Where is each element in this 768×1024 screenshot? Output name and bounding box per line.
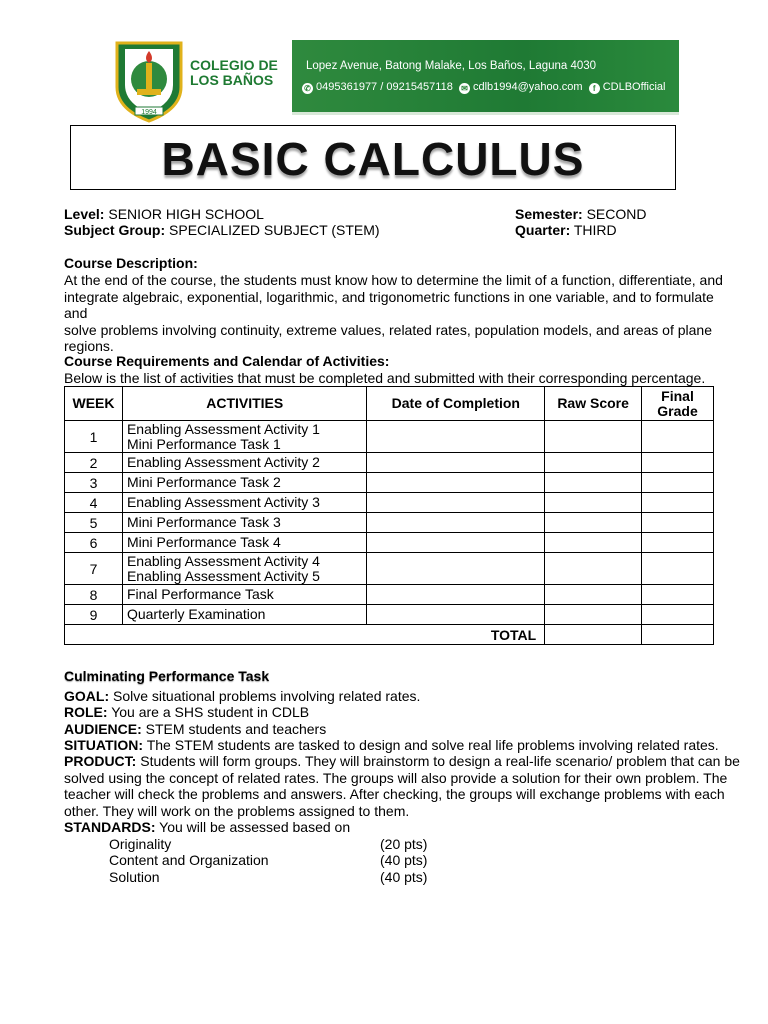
final-grade-cell — [642, 605, 714, 625]
week-cell: 6 — [65, 533, 123, 553]
raw-score-cell — [545, 453, 642, 473]
audience-label: AUDIENCE: — [64, 721, 142, 737]
date-cell — [367, 533, 545, 553]
requirements-heading: Course Requirements and Calendar of Activities: — [64, 353, 390, 369]
quarter-line — [515, 222, 617, 239]
raw-score-cell — [545, 421, 642, 453]
final-grade-cell — [642, 453, 714, 473]
table-row — [65, 421, 714, 453]
activity-cell: Final Performance Task — [122, 585, 367, 605]
date-cell — [367, 605, 545, 625]
date-cell — [367, 473, 545, 493]
product-label: PRODUCT: — [64, 753, 137, 769]
column-header-date: Date of Completion — [367, 387, 545, 421]
audience-line — [64, 721, 326, 738]
total-raw-score-cell — [545, 625, 642, 645]
final-grade-cell — [642, 421, 714, 453]
email-address: cdlb1994@yahoo.com — [472, 81, 583, 93]
raw-score-cell — [545, 585, 642, 605]
school-header-banner — [95, 37, 679, 115]
product-line: solved using the concept of related rates. The groups will also provide a solution for their own problem. The — [64, 769, 728, 786]
standards-label: STANDARDS: — [64, 819, 156, 835]
role-value: You are a SHS student in CDLB — [111, 704, 310, 720]
week-cell: 5 — [65, 513, 123, 533]
criterion-name: Content and Organization — [109, 852, 269, 868]
level-value: SENIOR HIGH SCHOOL — [108, 206, 264, 222]
contact-line — [302, 81, 665, 94]
table-row — [65, 493, 714, 513]
table-row — [65, 473, 714, 493]
audience-value: STEM students and teachers — [145, 721, 327, 737]
facebook-icon: f — [589, 83, 600, 94]
column-header-week: WEEK — [65, 387, 123, 421]
final-grade-cell — [642, 585, 714, 605]
activity-cell — [122, 553, 367, 585]
week-cell: 1 — [65, 421, 123, 453]
course-description-line: At the end of the course, the students must know how to determine the limit of a function, differentiate, and — [64, 272, 723, 288]
goal-label: GOAL: — [64, 688, 110, 704]
school-name-line1: COLEGIO DE — [190, 57, 278, 73]
table-row — [65, 533, 714, 553]
course-description-line: regions. — [64, 338, 114, 354]
final-grade-cell — [642, 473, 714, 493]
table-total-row — [65, 625, 714, 645]
final-grade-cell — [642, 553, 714, 585]
course-description-heading: Course Description: — [64, 255, 198, 271]
situation-value: The STEM students are tasked to design and solve real life problems involving related rates. — [146, 737, 719, 753]
standards-value: You will be assessed based on — [159, 819, 351, 835]
facebook-handle: CDLBOfficial — [602, 81, 666, 93]
week-cell: 4 — [65, 493, 123, 513]
email-icon: ✉ — [459, 83, 470, 94]
subject-group-value: SPECIALIZED SUBJECT (STEM) — [169, 222, 380, 238]
week-cell: 8 — [65, 585, 123, 605]
product-line: teacher will check the problems and answers. After checking, the groups will exchange problems with each — [64, 786, 725, 802]
goal-value: Solve situational problems involving related rates. — [113, 688, 421, 704]
quarter-label: Quarter: — [515, 222, 571, 238]
raw-score-cell — [545, 533, 642, 553]
raw-score-cell — [545, 553, 642, 585]
final-grade-line2: Grade — [657, 402, 698, 419]
table-row — [65, 585, 714, 605]
week-cell: 2 — [65, 453, 123, 473]
date-cell — [367, 513, 545, 533]
raw-score-cell — [545, 473, 642, 493]
role-label: ROLE: — [64, 704, 108, 720]
criterion-points: (40 pts) — [380, 852, 428, 868]
table-row — [65, 553, 714, 585]
activity-cell: Enabling Assessment Activity 3 — [122, 493, 367, 513]
raw-score-cell — [545, 605, 642, 625]
culminating-heading: Culminating Performance Task — [64, 668, 270, 684]
product-paragraph — [64, 753, 740, 819]
goal-line — [64, 688, 420, 705]
level-line — [64, 206, 264, 223]
date-cell — [367, 585, 545, 605]
week-cell: 7 — [65, 553, 123, 585]
school-name — [190, 58, 300, 88]
page-title: BASIC CALCULUS — [161, 133, 585, 185]
week-cell: 9 — [65, 605, 123, 625]
total-label: TOTAL — [65, 625, 545, 645]
criterion-points: (40 pts) — [380, 869, 428, 885]
title-box — [70, 125, 676, 190]
table-header-row — [65, 387, 714, 421]
activity-text: Enabling Assessment Activity 5 — [126, 567, 320, 584]
activity-text: Enabling Assessment Activity 4 — [126, 552, 320, 569]
activity-text: Enabling Assessment Activity 1 — [126, 420, 320, 437]
table-row — [65, 513, 714, 533]
activity-cell — [122, 421, 367, 453]
school-address: Lopez Avenue, Batong Malake, Los Baños, Laguna 4030 — [306, 60, 597, 72]
activity-cell: Mini Performance Task 2 — [122, 473, 367, 493]
column-header-final-grade — [642, 387, 714, 421]
date-cell — [367, 453, 545, 473]
activity-cell: Mini Performance Task 3 — [122, 513, 367, 533]
standards-line — [64, 819, 350, 836]
school-seal-icon — [113, 37, 185, 123]
raw-score-cell — [545, 513, 642, 533]
course-description-line: integrate algebraic, exponential, logarithmic, and trigonometric functions in one variable, and to formulate and — [64, 288, 714, 321]
date-cell — [367, 553, 545, 585]
product-line: Students will form groups. They will brainstorm to design a real-life scenario/ problem that can be — [140, 753, 740, 769]
situation-line — [64, 737, 719, 754]
subject-group-line — [64, 222, 380, 239]
seal-year: 1994 — [141, 109, 157, 116]
raw-score-cell — [545, 493, 642, 513]
total-final-grade-cell — [642, 625, 714, 645]
week-cell: 3 — [65, 473, 123, 493]
phone-number: 0495361977 / 09215457118 — [316, 81, 453, 93]
course-description-text — [64, 272, 734, 355]
semester-value: SECOND — [586, 206, 647, 222]
semester-line — [515, 206, 647, 223]
date-cell — [367, 421, 545, 453]
subject-group-label: Subject Group: — [64, 222, 166, 238]
activities-table — [64, 386, 714, 645]
product-line: other. They will work on the problems assigned to them. — [64, 802, 410, 819]
column-header-raw-score: Raw Score — [545, 387, 642, 421]
table-row — [65, 453, 714, 473]
activity-cell: Mini Performance Task 4 — [122, 533, 367, 553]
level-label: Level: — [64, 206, 105, 222]
activity-cell: Quarterly Examination — [122, 605, 367, 625]
final-grade-line1: Final — [661, 387, 694, 404]
date-cell — [367, 493, 545, 513]
column-header-activities: ACTIVITIES — [122, 387, 367, 421]
activity-text: Mini Performance Task 1 — [126, 435, 281, 452]
final-grade-cell — [642, 493, 714, 513]
semester-label: Semester: — [515, 206, 583, 222]
criterion-name: Originality — [109, 836, 172, 852]
situation-label: SITUATION: — [64, 737, 144, 753]
criterion-points: (20 pts) — [380, 836, 428, 852]
final-grade-cell — [642, 533, 714, 553]
contact-strip — [292, 40, 679, 115]
activity-cell: Enabling Assessment Activity 2 — [122, 453, 367, 473]
quarter-value: THIRD — [573, 222, 617, 238]
role-line — [64, 704, 309, 721]
final-grade-cell — [642, 513, 714, 533]
course-description-line: solve problems involving continuity, extreme values, related rates, population models, and areas of plane — [64, 321, 712, 338]
criterion-name: Solution — [109, 869, 160, 885]
table-row — [65, 605, 714, 625]
requirements-intro: Below is the list of activities that must be completed and submitted with their corresponding percentage. — [64, 370, 706, 386]
school-name-line2: LOS BAÑOS — [190, 72, 274, 88]
phone-icon: ✆ — [302, 83, 313, 94]
